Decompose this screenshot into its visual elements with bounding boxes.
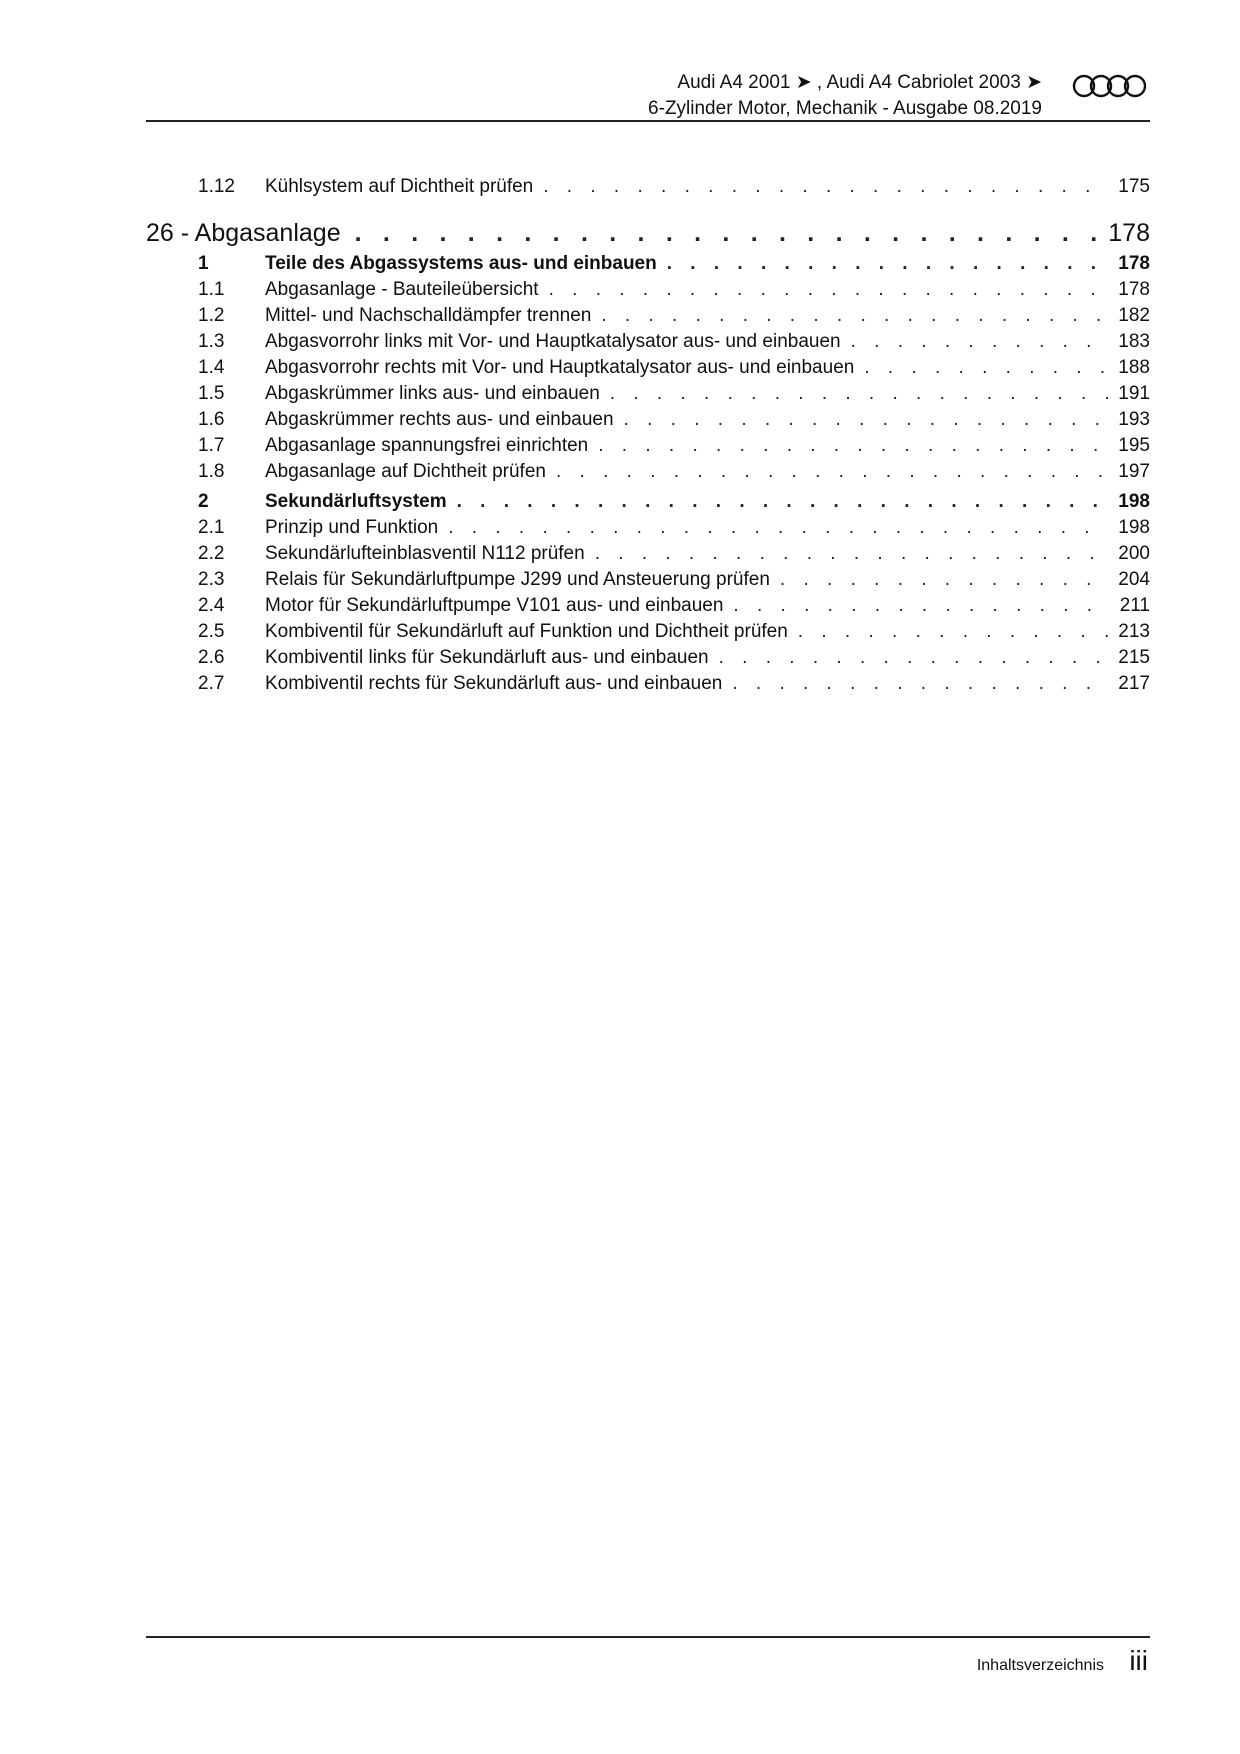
toc-entry-page: 188 bbox=[1118, 357, 1150, 378]
toc-entry-page: 217 bbox=[1118, 673, 1150, 694]
dot-leader bbox=[624, 407, 1108, 433]
toc-entry-page: 195 bbox=[1118, 435, 1150, 456]
toc-entry-title: Relais für Sekundärluftpumpe J299 und Ansteuerung prüfen bbox=[265, 569, 770, 590]
toc-entry-title: Motor für Sekundärluftpumpe V101 aus- und einbauen bbox=[265, 595, 724, 616]
toc-entry[interactable] bbox=[0, 407, 1240, 433]
toc-chapter[interactable] bbox=[146, 216, 1150, 250]
dot-leader bbox=[780, 567, 1108, 593]
toc-section-page: 198 bbox=[1118, 491, 1150, 512]
dot-leader bbox=[733, 593, 1108, 619]
toc-entry-number: 1.12 bbox=[198, 176, 235, 197]
toc-entry-number: 1.3 bbox=[198, 331, 225, 352]
toc-entry[interactable] bbox=[0, 671, 1240, 697]
toc-entry-page: 193 bbox=[1118, 409, 1150, 430]
toc-section-title: Sekundärluftsystem bbox=[265, 491, 447, 512]
toc-section-number: 2 bbox=[198, 491, 209, 512]
dot-leader bbox=[595, 541, 1108, 567]
toc-entry-page: 198 bbox=[1118, 517, 1150, 538]
toc-entry-title: Abgaskrümmer links aus- und einbauen bbox=[265, 383, 600, 404]
toc-entry-title: Kombiventil links für Sekundärluft aus- und einbauen bbox=[265, 647, 709, 668]
footer-page-number: iii bbox=[1129, 1645, 1148, 1676]
toc-entry-page: 178 bbox=[1118, 279, 1150, 300]
toc-entry[interactable] bbox=[0, 433, 1240, 459]
toc-entry-number: 1.7 bbox=[198, 435, 225, 456]
toc-entry-title: Abgasanlage spannungsfrei einrichten bbox=[265, 435, 589, 456]
toc-entry-page: 211 bbox=[1119, 595, 1150, 616]
toc-entry[interactable] bbox=[0, 645, 1240, 671]
toc-section-title: Teile des Abgassystems aus- und einbauen bbox=[265, 253, 657, 274]
toc-entry-number: 2.1 bbox=[198, 517, 225, 538]
toc-entry-number: 1.5 bbox=[198, 383, 225, 404]
dot-leader bbox=[798, 619, 1108, 645]
toc-entry-number: 2.2 bbox=[198, 543, 225, 564]
toc-entry-page: 213 bbox=[1118, 621, 1150, 642]
dot-leader bbox=[355, 216, 1108, 250]
toc-entry-title: Abgasanlage auf Dichtheit prüfen bbox=[265, 461, 546, 482]
audi-rings-logo-icon bbox=[1072, 72, 1148, 100]
toc-entry[interactable] bbox=[0, 593, 1240, 619]
toc-entry-page: 197 bbox=[1118, 461, 1150, 482]
dot-leader bbox=[732, 671, 1108, 697]
dot-leader bbox=[719, 645, 1108, 671]
toc-entry-number: 1.1 bbox=[198, 279, 225, 300]
toc-entry-page: 200 bbox=[1118, 543, 1150, 564]
toc-entry-title: Mittel- und Nachschalldämpfer trennen bbox=[265, 305, 592, 326]
toc-section-page: 178 bbox=[1118, 253, 1150, 274]
toc-chapter-title: 26 - Abgasanlage bbox=[146, 219, 341, 247]
dot-leader bbox=[549, 277, 1108, 303]
toc-entry-title: Kombiventil rechts für Sekundärluft aus- und einbauen bbox=[265, 673, 723, 694]
toc-entry-page: 191 bbox=[1118, 383, 1150, 404]
header-edition-line: 6-Zylinder Motor, Mechanik - Ausgabe 08.2019 bbox=[648, 98, 1042, 119]
toc-entry[interactable] bbox=[0, 174, 1240, 200]
toc-entry-title: Kühlsystem auf Dichtheit prüfen bbox=[265, 176, 534, 197]
toc-entry-page: 215 bbox=[1118, 647, 1150, 668]
toc-entry[interactable] bbox=[0, 329, 1240, 355]
toc-entry-page: 175 bbox=[1118, 176, 1150, 197]
toc-entry[interactable] bbox=[0, 541, 1240, 567]
toc-entry[interactable] bbox=[0, 567, 1240, 593]
toc-entry-title: Abgasvorrohr rechts mit Vor- und Hauptkatalysator aus- und einbauen bbox=[265, 357, 855, 378]
toc-entry-number: 1.8 bbox=[198, 461, 225, 482]
toc-section[interactable] bbox=[0, 251, 1240, 277]
toc-entry-number: 1.4 bbox=[198, 357, 225, 378]
toc-entry-title: Prinzip und Funktion bbox=[265, 517, 439, 538]
dot-leader bbox=[601, 303, 1108, 329]
toc-entry-title: Sekundärlufteinblasventil N112 prüfen bbox=[265, 543, 585, 564]
dot-leader bbox=[610, 381, 1108, 407]
toc-entry[interactable] bbox=[0, 355, 1240, 381]
toc-entry-number: 1.2 bbox=[198, 305, 225, 326]
dot-leader bbox=[851, 329, 1108, 355]
toc-entry[interactable] bbox=[0, 381, 1240, 407]
dot-leader bbox=[457, 489, 1108, 515]
toc-chapter-page: 178 bbox=[1108, 219, 1150, 247]
dot-leader bbox=[667, 251, 1108, 277]
toc-entry-title: Abgasvorrohr links mit Vor- und Hauptkatalysator aus- und einbauen bbox=[265, 331, 841, 352]
dot-leader bbox=[864, 355, 1108, 381]
dot-leader bbox=[598, 433, 1108, 459]
toc-entry[interactable] bbox=[0, 459, 1240, 485]
header-vehicle-line: Audi A4 2001 ➤ , Audi A4 Cabriolet 2003 ➤ bbox=[677, 72, 1042, 93]
toc-section[interactable] bbox=[0, 489, 1240, 515]
toc-entry-number: 2.7 bbox=[198, 673, 225, 694]
toc-entry-number: 1.6 bbox=[198, 409, 225, 430]
toc-entry-title: Kombiventil für Sekundärluft auf Funktion und Dichtheit prüfen bbox=[265, 621, 788, 642]
dot-leader bbox=[543, 174, 1108, 200]
toc-entry-title: Abgasanlage - Bauteileübersicht bbox=[265, 279, 539, 300]
toc-entry-number: 2.5 bbox=[198, 621, 225, 642]
dot-leader bbox=[556, 459, 1108, 485]
toc-entry[interactable] bbox=[0, 303, 1240, 329]
footer-divider bbox=[146, 1636, 1150, 1638]
toc-entry-number: 2.3 bbox=[198, 569, 225, 590]
toc-entry-number: 2.6 bbox=[198, 647, 225, 668]
toc-entry-page: 204 bbox=[1118, 569, 1150, 590]
toc-entry[interactable] bbox=[0, 619, 1240, 645]
toc-entry[interactable] bbox=[0, 277, 1240, 303]
header-divider bbox=[146, 120, 1150, 122]
footer-label: Inhaltsverzeichnis bbox=[976, 1657, 1104, 1674]
dot-leader bbox=[448, 515, 1108, 541]
toc-entry-title: Abgaskrümmer rechts aus- und einbauen bbox=[265, 409, 614, 430]
toc-entry-page: 182 bbox=[1118, 305, 1150, 326]
toc-entry-number: 2.4 bbox=[198, 595, 225, 616]
toc-section-number: 1 bbox=[198, 253, 209, 274]
toc-entry[interactable] bbox=[0, 515, 1240, 541]
toc-entry-page: 183 bbox=[1118, 331, 1150, 352]
